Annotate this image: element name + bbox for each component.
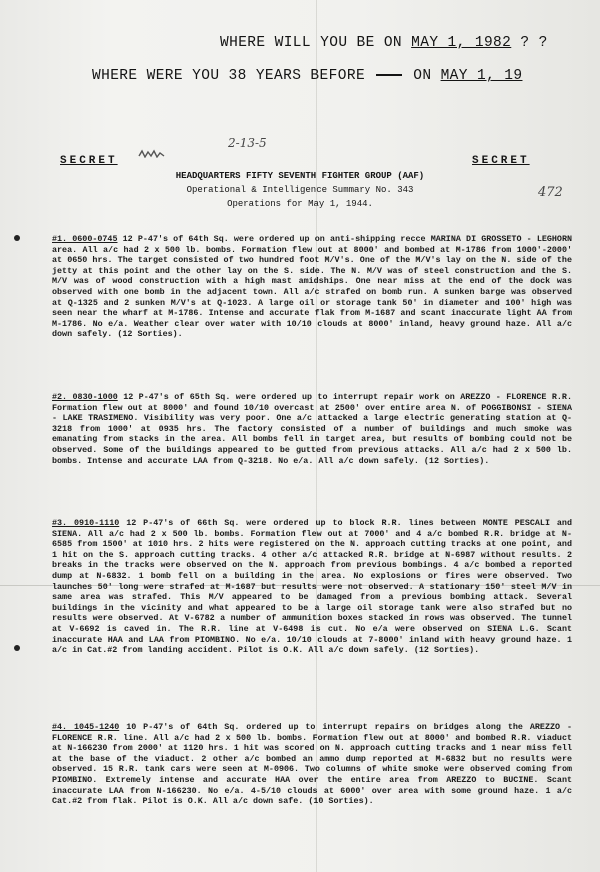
classification-left: SECRET <box>60 155 118 167</box>
handwritten-page-number: 472 <box>538 185 563 200</box>
banner-arrow-icon <box>376 74 402 76</box>
mission-2-label: #2. 0830-1000 <box>52 392 118 402</box>
mission-4-text: 10 P-47's of 64th Sq. ordered up to interrupt repairs on bridges along the AREZZO - FLORENCE R.R. line. All a/c had 2 x 500 lb. bombs. Formation flew out at 8000' and bombed R.R. viaduct at N-166230 from 2000' at 1120 hrs. 1 hit was scored on N. approach cutting tracks and 1 near miss fell at the base of the viaduct. 2 other a/c bombed an ammo dump reported at M-6832 but no results were observed. 15 R.R. tank cars were seen at M-0906. Two columns of white smoke were observed coming from PIOMBINO. Extremely intense and accurate HAA over the entire area from AREZZO to BUCINE. Scant inaccurate LAA from N-166230. No e/a. 4-5/10 clouds at 6000' over area with some ground haze. 1 a/c Cat.#2 from flak. Pilot is O.K. All a/c down safe. (10 Sorties). <box>52 722 572 807</box>
handwritten-top-note: 2-13-5 <box>228 136 267 150</box>
header-unit: HEADQUARTERS FIFTY SEVENTH FIGHTER GROUP (AAF) <box>175 171 425 181</box>
mission-3-text: 12 P-47's of 66th Sq. were ordered up to block R.R. lines between MONTE PESCALI and SIENA. All a/c had 2 x 500 lb. bombs. Formation flew out at 7000' and 4 a/c bombed R.R. bridge at N-6585 from 1500' at 1010 hrs. 2 hits were registered on the N. approach cutting tracks at one point, and 1 hit on the S. approach cutting tracks. 4 other a/c attacked R.R. bridge at N-6987 without results. 2 breaks in the tracks were observed on the N. approach from previous bombings. 4 a/c bombed a reported dump at N-6832. 1 bomb fell on a building in the area. No explosions or fires were observed. Two launches 50' long were strafed at M-1687 but results were not observed. A stationary 150' steel M/V in same area was strafed. This M/V appeared to be damaged from a previous bombing attack. Several buildings in the vicinity and what appeared to be a large oil storage tank were also strafed but no results were observed. At V-6782 a number of ammunition boxes stacked in rows was observed. The tunnel at V-6692 is caved in. The R.R. line at V-6498 is cut. No e/a were observed on SIENA L.G. Scant inaccurate HAA and LAA from PIOMBINO. No e/a. 10/10 clouds at 7-8000' inland with heavy ground haze. 1 a/c in Cat.#2 from landing accident. Pilot is O.K. All a/c down safely. (12 Sorties). <box>52 518 572 656</box>
mission-4 <box>52 722 572 807</box>
mission-3-label: #3. 0910-1110 <box>52 518 120 528</box>
banner-line-1-date: MAY 1, 1982 <box>411 35 512 51</box>
banner-line-2 <box>92 68 522 84</box>
banner-line-2-prefix: WHERE WERE YOU 38 YEARS BEFORE <box>92 68 366 84</box>
mission-1-text: 12 P-47's of 64th Sq. were ordered up on anti-shipping recce MARINA DI GROSSETO - LEGHORN area. All a/c had 2 x 500 lb. bombs. Formation flew out at 8000' and bombed at M-1786 from 1000'-2000' at 0650 hrs. The target consisted of two hundred foot M/V's. One of the M/V's lay on the N. side of the jetty at this point and the other lay on the S. side. The N. M/V was of steel construction and the S. M/V was of wood construction with a high mast amidships. One near miss at the end of the dock was observed with one bomb in the adjacent town. All a/c strafed on bomb run. A sunken barge was observed at Q-1325 and 2 sunken M/V's at Q-1023. A large oil or storage tank 50' in diameter and 100' high was seen near the wharf at M-1786. Intense and accurate flak from M-1687 and scant inaccurate light AA from M-1786. No e/a. Weather clear over water with 10/10 clouds at 8000' inland, heavy ground haze. All a/c down safely. (12 Sorties). <box>52 234 572 340</box>
binding-hole-mark <box>14 645 20 651</box>
mission-2 <box>52 392 572 466</box>
handwritten-scribble <box>138 148 168 158</box>
binding-hole-mark <box>14 235 20 241</box>
mission-1-label: #1. 0600-0745 <box>52 234 118 244</box>
classification-right: SECRET <box>472 155 530 167</box>
mission-2-text: 12 P-47's of 65th Sq. were ordered up to interrupt repair work on AREZZO - FLORENCE R.R. Formation flew out at 8000' and found 10/10 overcast at 2500' over entire area N. of POGGIBONSI - SIENA - LAKE TRASIMENO. Visibility was very poor. One a/c attacked a large electric generating station at Q-3218 from 1000' at 0935 hrs. The factory consisted of a number of buildings and much smoke was emanating from stacks in the area. All bombs fell in target area, but results of bombing could not be observed. Some of the buildings appeared to be gutted from previous attacks. All a/c had 2 x 500 lb. bombs. Intense and accurate LAA from Q-3218. No e/a. All a/c down safely. (12 Sorties). <box>52 392 572 466</box>
header-operations-date: Operations for May 1, 1944. <box>227 199 373 209</box>
banner-line-1-suffix: ? ? <box>511 35 548 51</box>
header-summary-title: Operational & Intelligence Summary No. 343 <box>186 185 414 195</box>
banner-line-2-date: MAY 1, 19 <box>440 68 523 84</box>
mission-4-label: #4. 1045-1240 <box>52 722 120 732</box>
mission-1 <box>52 234 572 340</box>
banner-line-2-mid: ON <box>404 68 441 84</box>
mission-3 <box>52 518 572 656</box>
banner-line-1 <box>220 35 548 51</box>
banner-line-1-prefix: WHERE WILL YOU BE ON <box>220 35 412 51</box>
